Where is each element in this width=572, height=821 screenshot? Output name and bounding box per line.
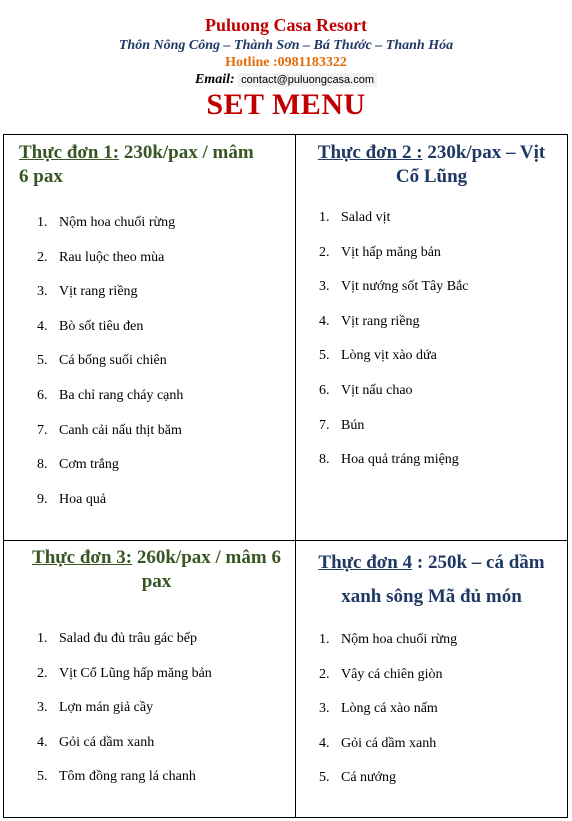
menu-table xyxy=(3,134,568,818)
list-item-number: 5. xyxy=(319,770,330,785)
list-item-number: 3. xyxy=(319,701,330,716)
menu-4-title-prefix: Thực đơn 4 xyxy=(318,552,413,573)
menu-2-list-item xyxy=(319,279,469,295)
resort-name: Puluong Casa Resort xyxy=(204,15,367,35)
list-item-number: 4. xyxy=(319,314,330,329)
menu-3-title-prefix: Thực đơn 3: xyxy=(32,547,133,568)
menu-4-list-item xyxy=(319,632,457,648)
list-item-dish: Hoa quả tráng miệng xyxy=(341,452,459,467)
list-item-number: 4. xyxy=(319,736,330,751)
menu-2-list-item xyxy=(319,452,459,468)
menu-4-list-item xyxy=(319,736,436,752)
menu-3-title xyxy=(19,546,294,594)
page-title: SET MENU xyxy=(206,88,366,121)
list-item-dish: Canh cải nấu thịt băm xyxy=(59,423,182,438)
menu-4-list-item xyxy=(319,701,438,717)
column-divider xyxy=(295,135,296,817)
list-item-number: 3. xyxy=(319,279,330,294)
menu-1-title-prefix: Thực đơn 1: xyxy=(19,142,120,163)
list-item-dish: Rau luộc theo mùa xyxy=(59,250,165,265)
menu-1-list-item xyxy=(37,353,167,369)
menu-1-list-item xyxy=(37,388,183,404)
list-item-dish: Salad vịt xyxy=(341,210,391,225)
list-item-number: 1. xyxy=(37,631,48,646)
list-item-dish: Nộm hoa chuối rừng xyxy=(59,215,176,230)
list-item-dish: Gỏi cá dầm xanh xyxy=(341,736,437,751)
list-item-dish: Cá bống suối chiên xyxy=(59,353,167,368)
list-item-number: 2. xyxy=(37,250,48,265)
menu-2-list-item xyxy=(319,418,364,434)
menu-2-list-item xyxy=(319,210,390,226)
menu-3-title-price: 260k/pax / mâm 6 xyxy=(132,547,281,568)
list-item-dish: Vịt Cổ Lũng hấp măng bản xyxy=(59,666,212,681)
list-item-number: 1. xyxy=(37,215,48,230)
menu-3-list-item xyxy=(37,700,153,716)
menu-1-list-item xyxy=(37,284,138,300)
list-item-dish: Tôm đồng rang lá chanh xyxy=(59,769,196,784)
list-item-number: 5. xyxy=(37,353,48,368)
menu-2-list-item xyxy=(319,348,437,364)
menu-2-list-item xyxy=(319,383,413,399)
menu-1-list-item xyxy=(37,492,106,508)
email-row xyxy=(0,72,572,88)
list-item-number: 1. xyxy=(319,210,330,225)
list-item-number: 5. xyxy=(319,348,330,363)
email-colon: : xyxy=(229,72,239,87)
list-item-number: 7. xyxy=(37,423,48,438)
menu-1-title xyxy=(19,141,294,189)
list-item-dish: Vịt nấu chao xyxy=(341,383,413,398)
hotline: Hotline :0981183322 xyxy=(225,55,347,70)
menu-2-title xyxy=(296,141,567,189)
menu-3-title-line2: pax xyxy=(141,571,172,592)
menu-2-title-price: 230k/pax – Vịt xyxy=(422,142,546,163)
list-item-number: 4. xyxy=(37,319,48,334)
list-item-number: 3. xyxy=(37,700,48,715)
list-item-dish: Ba chỉ rang cháy cạnh xyxy=(59,388,184,403)
list-item-number: 7. xyxy=(319,418,330,433)
list-item-dish: Vịt rang riềng xyxy=(341,314,420,329)
menu-4-title-price: : 250k – cá dầm xyxy=(412,552,545,573)
menu-3-list-item xyxy=(37,666,212,682)
list-item-dish: Bún xyxy=(341,418,365,433)
list-item-dish: Hoa quả xyxy=(59,492,107,507)
row-divider xyxy=(4,540,567,541)
list-item-number: 8. xyxy=(319,452,330,467)
list-item-dish: Vây cá chiên giòn xyxy=(341,667,443,682)
list-item-number: 4. xyxy=(37,735,48,750)
list-item-dish: Salad đu đủ trâu gác bếp xyxy=(59,631,198,646)
list-item-number: 2. xyxy=(319,667,330,682)
list-item-number: 9. xyxy=(37,492,48,507)
list-item-number: 5. xyxy=(37,769,48,784)
menu-2-list-item xyxy=(319,314,420,330)
menu-4-title xyxy=(296,546,567,614)
email-label: Email xyxy=(194,72,230,87)
menu-1-list-item xyxy=(37,457,119,473)
menu-1-title-line2: 6 pax xyxy=(19,166,63,187)
menu-1-list-item xyxy=(37,250,164,266)
list-item-dish: Nộm hoa chuối rừng xyxy=(341,632,458,647)
list-item-dish: Lòng cá xào nấm xyxy=(341,701,438,716)
list-item-dish: Lòng vịt xào dứa xyxy=(341,348,437,363)
menu-2-title-line2: Cổ Lũng xyxy=(395,166,468,187)
address: Thôn Nông Công – Thành Sơn – Bá Thước – Thanh Hóa xyxy=(118,38,454,53)
list-item-dish: Cá nướng xyxy=(341,770,397,785)
menu-4-list-item xyxy=(319,667,442,683)
list-item-dish: Bò sốt tiêu đen xyxy=(59,319,144,334)
list-item-number: 2. xyxy=(37,666,48,681)
list-item-dish: Gỏi cá dầm xanh xyxy=(59,735,155,750)
list-item-dish: Vịt hấp măng bản xyxy=(341,245,441,260)
list-item-dish: Cơm trắng xyxy=(59,457,119,472)
list-item-number: 1. xyxy=(319,632,330,647)
menu-3-list-item xyxy=(37,631,197,647)
menu-4-list-item xyxy=(319,770,396,786)
menu-1-list-item xyxy=(37,423,182,439)
menu-3-list-item xyxy=(37,735,154,751)
menu-4-title-line2: xanh sông Mã đủ món xyxy=(341,586,522,607)
list-item-number: 6. xyxy=(319,383,330,398)
list-item-number: 6. xyxy=(37,388,48,403)
list-item-number: 2. xyxy=(319,245,330,260)
list-item-number: 8. xyxy=(37,457,48,472)
email-value: contact@puluongcasa.com xyxy=(238,73,377,87)
menu-2-list-item xyxy=(319,245,441,261)
menu-1-list-item xyxy=(37,215,175,231)
list-item-dish: Vịt rang riềng xyxy=(59,284,138,299)
menu-3-list-item xyxy=(37,769,196,785)
list-item-dish: Lợn mán giả cầy xyxy=(59,700,154,715)
list-item-dish: Vịt nướng sốt Tây Bắc xyxy=(341,279,469,294)
list-item-number: 3. xyxy=(37,284,48,299)
menu-2-title-prefix: Thực đơn 2 : xyxy=(317,142,423,163)
menu-1-list-item xyxy=(37,319,143,335)
menu-1-title-price: 230k/pax / mâm xyxy=(119,142,254,163)
